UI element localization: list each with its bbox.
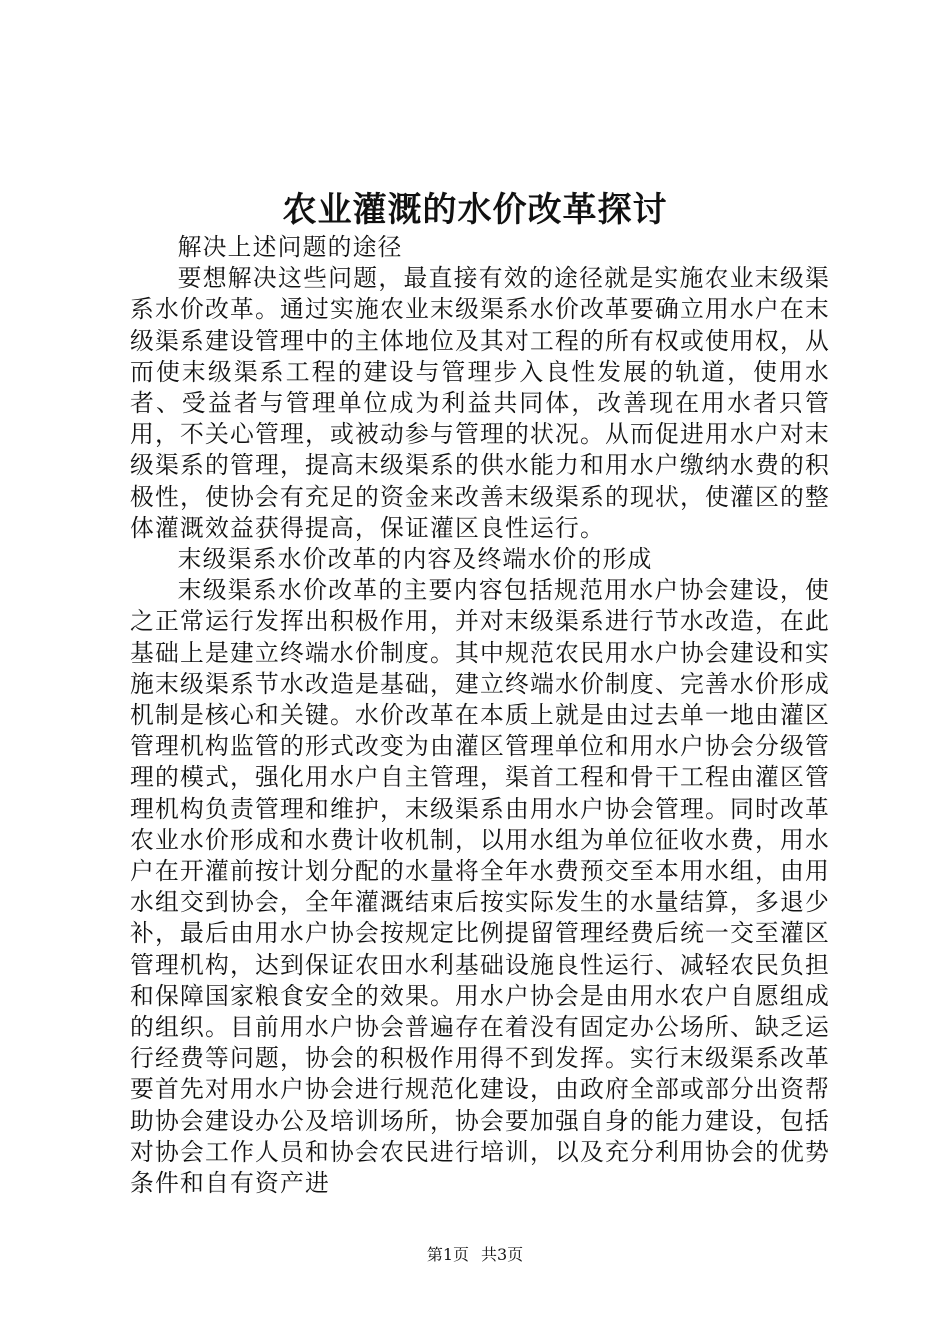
section-heading: 末级渠系水价改革的内容及终端水价的形成 (177, 545, 653, 574)
body-paragraph: 要想解决这些问题，最直接有效的途径就是实施农业末级渠系水价改革。通过实施农业末级渠系水价改革要确立用水户在末级渠系建设管理中的主体地位及其对工程的所有权或使用权，从而使末级渠系工程的建设与管理步入良性发展的轨道，使用水者、受益者与管理单位成为利益共同体，改善现在用水者只管用，不关心管理，或被动参与管理的状况。从而促进用水户对末级渠系的管理，提高末级渠系的供水能力和用水户缴纳水费的积极性，使协会有充足的资金来改善末级渠系的现状，使灌区的整体灌溉效益获得提高，保证灌区良性运行。 (130, 264, 830, 542)
document-body (130, 232, 830, 1199)
section-heading: 解决上述问题的途径 (177, 233, 403, 261)
page-footer (0, 1244, 950, 1266)
page-total: 共3页 (481, 1245, 524, 1264)
document-title: 农业灌溉的水价改革探讨 (282, 190, 668, 230)
page-number: 第1页 (426, 1245, 469, 1264)
body-paragraph: 末级渠系水价改革的主要内容包括规范用水户协会建设，使之正常运行发挥出积极作用，并对末级渠系进行节水改造，在此基础上是建立终端水价制度。其中规范农民用水户协会建设和实施末级渠系节水改造是基础，建立终端水价制度、完善水价形成机制是核心和关键。水价改革在本质上就是由过去单一地由灌区管理机构监管的形式改变为由灌区管理单位和用水户协会分级管理的模式，强化用水户自主管理，渠首工程和骨干工程由灌区管理机构负责管理和维护，末级渠系由用水户协会管理。同时改革农业水价形成和水费计收机制，以用水组为单位征收水费，用水户在开灌前按计划分配的水量将全年水费预交至本用水组，由用水组交到协会，全年灌溉结束后按实际发生的水量结算，多退少补，最后由用水户协会按规定比例提留管理经费后统一交至灌区管理机构，达到保证农田水利基础设施良性运行、减轻农民负担和保障国家粮食安全的效果。用水户协会是由用水农户自愿组成的组织。目前用水户协会普遍存在着没有固定办公场所、缺乏运行经费等问题，协会的积极作用得不到发挥。实行末级渠系改革要首先对用水户协会进行规范化建设，由政府全部或部分出资帮助协会建设办公及培训场所，协会要加强自身的能力建设，包括对协会工作人员和协会农民进行培训，以及充分利用协会的优势条件和自有资产进 (130, 576, 830, 1198)
